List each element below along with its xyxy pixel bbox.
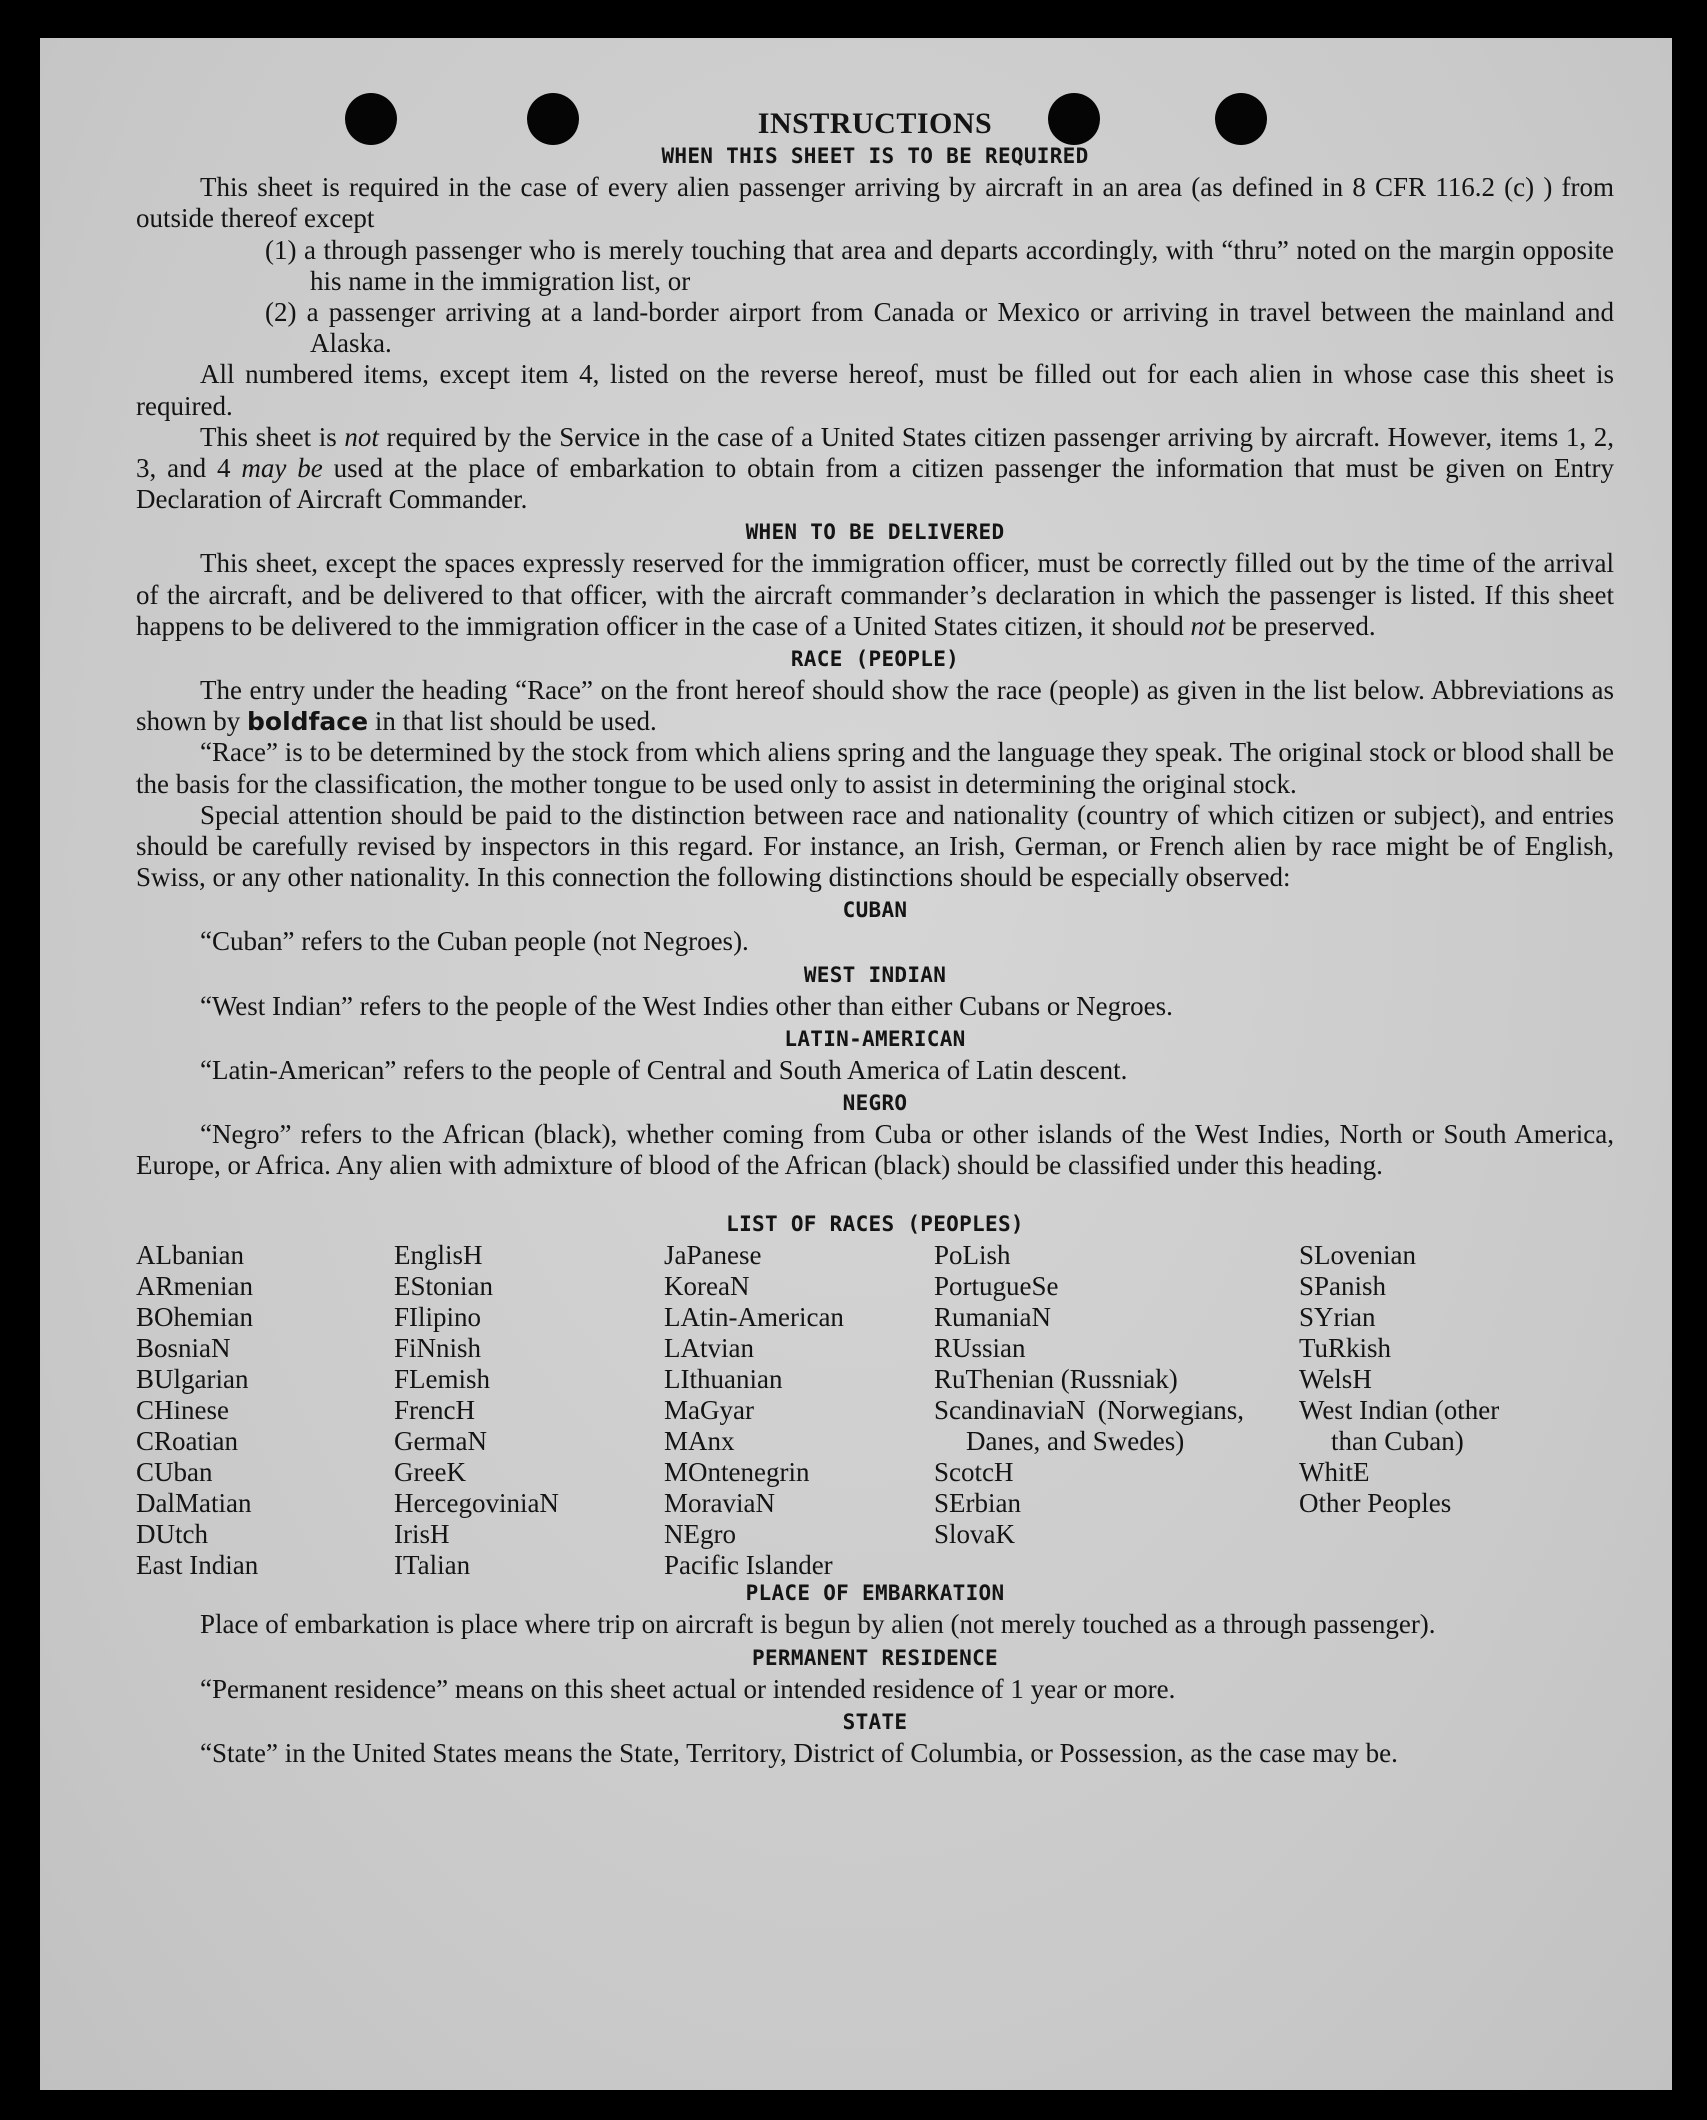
race-entry: LAtin-American [664, 1302, 844, 1333]
races-column-4 [934, 1240, 1244, 1550]
page-title: INSTRUCTIONS [757, 107, 993, 140]
race-entry: PortugueSe [934, 1271, 1059, 1302]
race-entry: HercegoviniaN [394, 1488, 559, 1519]
instructions-body [136, 108, 1614, 1769]
paragraph: “West Indian” refers to the people of the West Indies other than either Cubans or Negroes. [200, 990, 1173, 1021]
heading-embarkation: PLACE OF EMBARKATION [745, 1581, 1005, 1606]
heading-when-required: WHEN THIS SHEET IS TO BE REQUIRED [661, 144, 1089, 169]
race-entry: BUlgarian [136, 1364, 249, 1395]
heading-race: RACE (PEOPLE) [790, 647, 960, 672]
race-entry: GreeK [394, 1457, 466, 1488]
text: required by the Service in the case of a United States citizen passenger arriving by aircraft. However, items 1, 2, 3, and 4 [136, 421, 1614, 484]
paragraph: Special attention should be paid to the distinction between race and nationality (country of which citizen or subject), and entries should be carefully revised by inspectors in this regard. For instance, an Irish, German, or French alien by race might be of English, Swiss, or any other nationality. In this connection the following distinctions should be especially observed: [136, 799, 1614, 893]
race-entry: EStonian [394, 1271, 493, 1302]
race-entry: SYrian [1299, 1302, 1376, 1333]
paragraph: “Negro” refers to the African (black), whether coming from Cuba or other islands of the West Indies, North or South America, Europe, or Africa. Any alien with admixture of blood of the African (black) should be classified under this heading. [136, 1119, 1614, 1181]
race-entry: ARmenian [136, 1271, 253, 1302]
race-entry: CRoatian [136, 1426, 238, 1457]
race-entry: West Indian (other [1299, 1395, 1500, 1426]
paragraph [136, 675, 1614, 737]
race-entry: RuThenian (Russniak) [934, 1364, 1178, 1395]
text: The entry under the heading “Race” on the front hereof should show the race (people) as given in the list below. Abbreviations as shown by [136, 675, 1614, 737]
race-entry: JaPanese [664, 1240, 762, 1271]
race-entry: RumaniaN [934, 1302, 1051, 1333]
paragraph: Place of embarkation is place where trip on aircraft is begun by alien (not merely touched as a through passenger). [200, 1609, 1436, 1640]
race-entry: MoraviaN [664, 1488, 775, 1519]
paragraph: All numbered items, except item 4, listed on the reverse hereof, must be filled out for each alien in whose case this sheet is required. [136, 359, 1614, 421]
race-entry: LIthuanian [664, 1364, 783, 1395]
races-column-2 [394, 1240, 559, 1581]
text: used at the place of embarkation to obtain from a citizen passenger the information that must be given on Entry Declaration of Aircraft Commander. [136, 453, 1615, 515]
race-entry: BosniaN [136, 1333, 231, 1364]
paragraph: “Race” is to be determined by the stock from which aliens spring and the language they speak. The original stock or blood shall be the basis for the classification, the mother tongue to be used only to assist in determining the original stock. [136, 737, 1614, 799]
paragraph: “Cuban” refers to the Cuban people (not Negroes). [200, 926, 749, 957]
heading-latin-american: LATIN-AMERICAN [784, 1026, 966, 1051]
race-entry: DalMatian [136, 1488, 252, 1519]
text: This sheet is [200, 421, 345, 452]
race-entry: ScotcH [934, 1457, 1014, 1488]
race-entry: FrencH [394, 1395, 475, 1426]
heading-state: STATE [842, 1709, 908, 1734]
race-entry: CHinese [136, 1395, 229, 1426]
race-entry: SErbian [934, 1488, 1021, 1519]
race-entry: WelsH [1299, 1364, 1372, 1395]
races-column-5 [1299, 1240, 1499, 1519]
race-entry: FIlipino [394, 1302, 482, 1333]
race-entry: ALbanian [136, 1240, 244, 1271]
race-entry: ScandinaviaN (Norwegians, Danes, and Swedes) [934, 1395, 1244, 1457]
race-entry: than Cuban) [1331, 1426, 1464, 1457]
race-entry: BOhemian [136, 1302, 253, 1333]
race-entry: CUban [136, 1457, 213, 1488]
race-entry: PoLish [934, 1240, 1011, 1271]
races-column-1 [136, 1240, 258, 1581]
boldface-word: boldface [247, 707, 369, 737]
exception-item-1: (1) a through passenger who is merely touching that area and departs accordingly, with “thru” noted on the margin opposite his name in the immigration list, or [265, 234, 1614, 296]
heading-list-of-races: LIST OF RACES (PEOPLES) [726, 1212, 1024, 1237]
heading-when-delivered: WHEN TO BE DELIVERED [745, 520, 1005, 545]
race-entry: LAtvian [664, 1333, 754, 1364]
race-entry: Other Peoples [1299, 1488, 1452, 1519]
race-entry: DUtch [136, 1519, 208, 1550]
races-list [136, 1240, 1614, 1581]
race-entry: Pacific Islander [664, 1550, 833, 1581]
text: in that list should be used. [368, 706, 657, 737]
paragraph: “Latin-American” refers to the people of Central and South America of Latin descent. [200, 1054, 1128, 1085]
race-entry: MaGyar [664, 1395, 754, 1426]
heading-west-indian: WEST INDIAN [803, 962, 947, 987]
race-entry: East Indian [136, 1550, 259, 1581]
race-entry: KoreaN [664, 1271, 750, 1302]
paragraph: This sheet is required in the case of every alien passenger arriving by aircraft in an area (as defined in 8 CFR 116.2 (c) ) from outside thereof except [136, 172, 1614, 234]
race-entry: MAnx [664, 1426, 735, 1457]
race-entry: RUssian [934, 1333, 1026, 1364]
race-entry: NEgro [664, 1519, 736, 1550]
race-entry: SlovaK [934, 1519, 1015, 1550]
paragraph [136, 548, 1614, 642]
document-page [40, 38, 1672, 2090]
race-entry: FLemish [394, 1364, 491, 1395]
race-entry: TuRkish [1299, 1333, 1392, 1364]
race-entry: ITalian [394, 1550, 471, 1581]
race-entry: SPanish [1299, 1271, 1387, 1302]
race-entry: SLovenian [1299, 1240, 1416, 1271]
exception-item-2: (2) a passenger arriving at a land-border airport from Canada or Mexico or arriving in travel between the mainland and Alaska. [265, 297, 1614, 359]
race-entry: GermaN [394, 1426, 487, 1457]
race-entry: WhitE [1299, 1457, 1370, 1488]
race-entry: IrisH [394, 1519, 450, 1550]
heading-cuban: CUBAN [842, 898, 908, 923]
text: be preserved. [1224, 610, 1376, 641]
emphasis: not [1190, 610, 1225, 641]
paragraph-citizen [136, 422, 1614, 516]
race-entry: FiNnish [394, 1333, 482, 1364]
heading-permanent-residence: PERMANENT RESIDENCE [752, 1645, 998, 1670]
paragraph: “State” in the United States means the State, Territory, District of Columbia, or Possession, as the case may be. [200, 1737, 1398, 1768]
emphasis: not [344, 421, 379, 452]
text: This sheet, except the spaces expressly reserved for the immigration officer, must be correctly filled out by the time of the arrival of the aircraft, and be delivered to that officer, with the aircraft commander’s declaration in which the passenger is listed. If this sheet happens to be delivered to the immigration officer in the case of a United States citizen, it should [136, 548, 1614, 641]
paragraph: “Permanent residence” means on this sheet actual or intended residence of 1 year or more. [200, 1673, 1176, 1704]
race-entry: EnglisH [394, 1240, 483, 1271]
race-entry: MOntenegrin [664, 1457, 810, 1488]
heading-negro: NEGRO [842, 1091, 908, 1116]
races-column-3 [664, 1240, 844, 1581]
emphasis: may be [241, 453, 323, 484]
